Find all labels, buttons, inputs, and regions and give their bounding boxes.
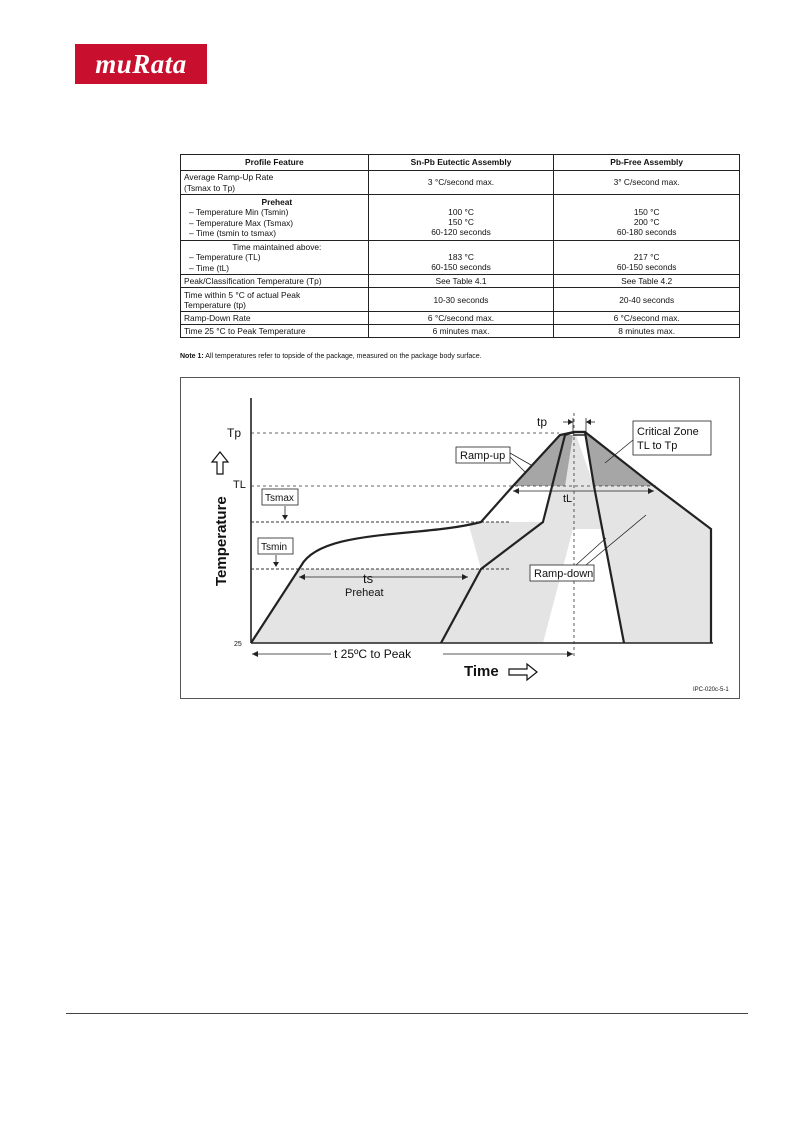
table-note (180, 353, 482, 360)
cell-line: See Table 4.1 (435, 276, 487, 286)
note-text: All temperatures refer to topside of the package, measured on the package body surface. (205, 353, 482, 360)
cell-snpb (368, 241, 554, 275)
cell-feature (181, 325, 369, 338)
cell-line: Average Ramp-Up Rate (184, 172, 274, 183)
cell-line: 60-150 seconds (431, 262, 491, 272)
murata-logo: muRata (75, 44, 207, 84)
table-row (181, 275, 740, 288)
tsmax-label: Tsmax (265, 493, 294, 504)
x-axis-label: Time (464, 663, 499, 680)
ts-label: ts (363, 571, 374, 586)
cell-line: 6 minutes max. (432, 326, 490, 337)
cell-feature (181, 312, 369, 325)
t25-label: t 25ºC to Peak (334, 647, 412, 661)
footer-divider (66, 1013, 748, 1014)
tp-label: Tp (227, 426, 242, 440)
cell-snpb (368, 325, 554, 338)
cell-line: 3 °C/second max. (427, 177, 495, 188)
t25-arrow-right (567, 651, 573, 657)
cell-pbfree (554, 288, 740, 312)
reflow-profile-diagram (181, 378, 739, 698)
cell-line: Time 25 °C to Peak Temperature (184, 326, 306, 337)
tp-arrow-left (568, 419, 573, 425)
cell-feature (181, 288, 369, 312)
cell-line: – Temperature Max (Tsmax) (189, 217, 294, 228)
cell-line: – Temperature Min (Tsmin) (189, 207, 289, 218)
ramp-up-pointer-1 (510, 453, 531, 465)
cell-line: 60-180 seconds (616, 227, 677, 238)
tsmax-pointer-arrow (282, 515, 288, 520)
tl-label: TL (233, 479, 246, 491)
cell-line: 60-120 seconds (431, 227, 491, 238)
cell-pbfree (554, 195, 740, 241)
cell-line: 150 °C (633, 206, 660, 217)
tl-time-label: tL (563, 493, 573, 505)
cell-line: 10-30 seconds (433, 294, 489, 305)
cell-pbfree (554, 241, 740, 275)
reflow-profile-figure (180, 377, 740, 699)
ramp-down-label: Ramp-down (534, 568, 594, 580)
cell-line: 6 °C/second max. (613, 313, 680, 324)
cell-line: Preheat (261, 197, 293, 208)
cell-snpb (368, 275, 554, 288)
note-label: Note 1: (180, 353, 204, 360)
cell-line: Ramp-Down Rate (184, 313, 251, 324)
temperature-arrow-icon (212, 452, 228, 474)
header-profile-feature: Profile Feature (181, 155, 369, 171)
cell-pbfree (554, 325, 740, 338)
tsmin-label: Tsmin (261, 542, 288, 553)
critical-zone-line2: TL to Tp (637, 440, 678, 452)
cell-feature (181, 241, 369, 275)
cell-line: 60-150 seconds (616, 262, 677, 272)
tsmin-pointer-arrow (273, 562, 279, 567)
cell-snpb (368, 171, 554, 195)
cell-line: 150 °C (448, 216, 474, 227)
table-row (181, 325, 740, 338)
t25-arrow-left (252, 651, 258, 657)
reflow-profile-table (180, 154, 740, 338)
cell-line: – Time (tsmin to tsmax) (189, 227, 277, 238)
cell-line: Time maintained above: (232, 242, 322, 253)
cell-pbfree (554, 275, 740, 288)
table-row (181, 312, 740, 325)
cell-line: – Temperature (TL) (189, 252, 261, 263)
figure-id: IPC-020c-5-1 (693, 687, 729, 693)
cell-feature (181, 171, 369, 195)
cell-line: 3° C/second max. (613, 177, 680, 188)
cell-pbfree (554, 171, 740, 195)
tl-arrow-left (513, 488, 519, 494)
cell-line: 217 °C (633, 251, 660, 262)
cell-line: 100 °C (448, 206, 474, 217)
cell-line: 200 °C (633, 216, 660, 227)
cell-line: – Time (tL) (189, 262, 230, 273)
cell-line: 8 minutes max. (618, 326, 676, 337)
cell-line: Peak/Classification Temperature (Tp) (184, 276, 322, 286)
table-row (181, 195, 740, 241)
header-pbfree: Pb-Free Assembly (554, 155, 740, 171)
cell-line: Temperature (tp) (184, 299, 246, 310)
table-row (181, 288, 740, 312)
critical-zone-line1: Critical Zone (637, 426, 699, 438)
cell-line: (Tsmax to Tp) (184, 182, 236, 193)
cell-pbfree (554, 312, 740, 325)
ramp-up-pointer-2 (510, 457, 526, 473)
cell-line: 6 °C/second max. (427, 313, 495, 324)
y-axis-label: Temperature (213, 496, 230, 586)
cell-feature (181, 195, 369, 241)
cell-snpb (368, 195, 554, 241)
cell-line: 20-40 seconds (619, 294, 675, 305)
ramp-up-label: Ramp-up (460, 450, 506, 462)
cell-snpb (368, 312, 554, 325)
temp-25-label: 25 (234, 641, 242, 648)
cell-line: 183 °C (448, 251, 474, 262)
preheat-label: Preheat (345, 587, 384, 599)
table-header-row (181, 155, 740, 171)
cell-line: Time within 5 °C of actual Peak (184, 289, 301, 300)
table-row (181, 171, 740, 195)
tp-time-label: tp (537, 415, 548, 429)
header-snpb: Sn-Pb Eutectic Assembly (368, 155, 554, 171)
table-row (181, 241, 740, 275)
time-arrow-icon (509, 664, 537, 680)
cell-line: See Table 4.2 (621, 276, 673, 286)
cell-feature (181, 275, 369, 288)
cell-snpb (368, 288, 554, 312)
tp-arrow-right (586, 419, 591, 425)
